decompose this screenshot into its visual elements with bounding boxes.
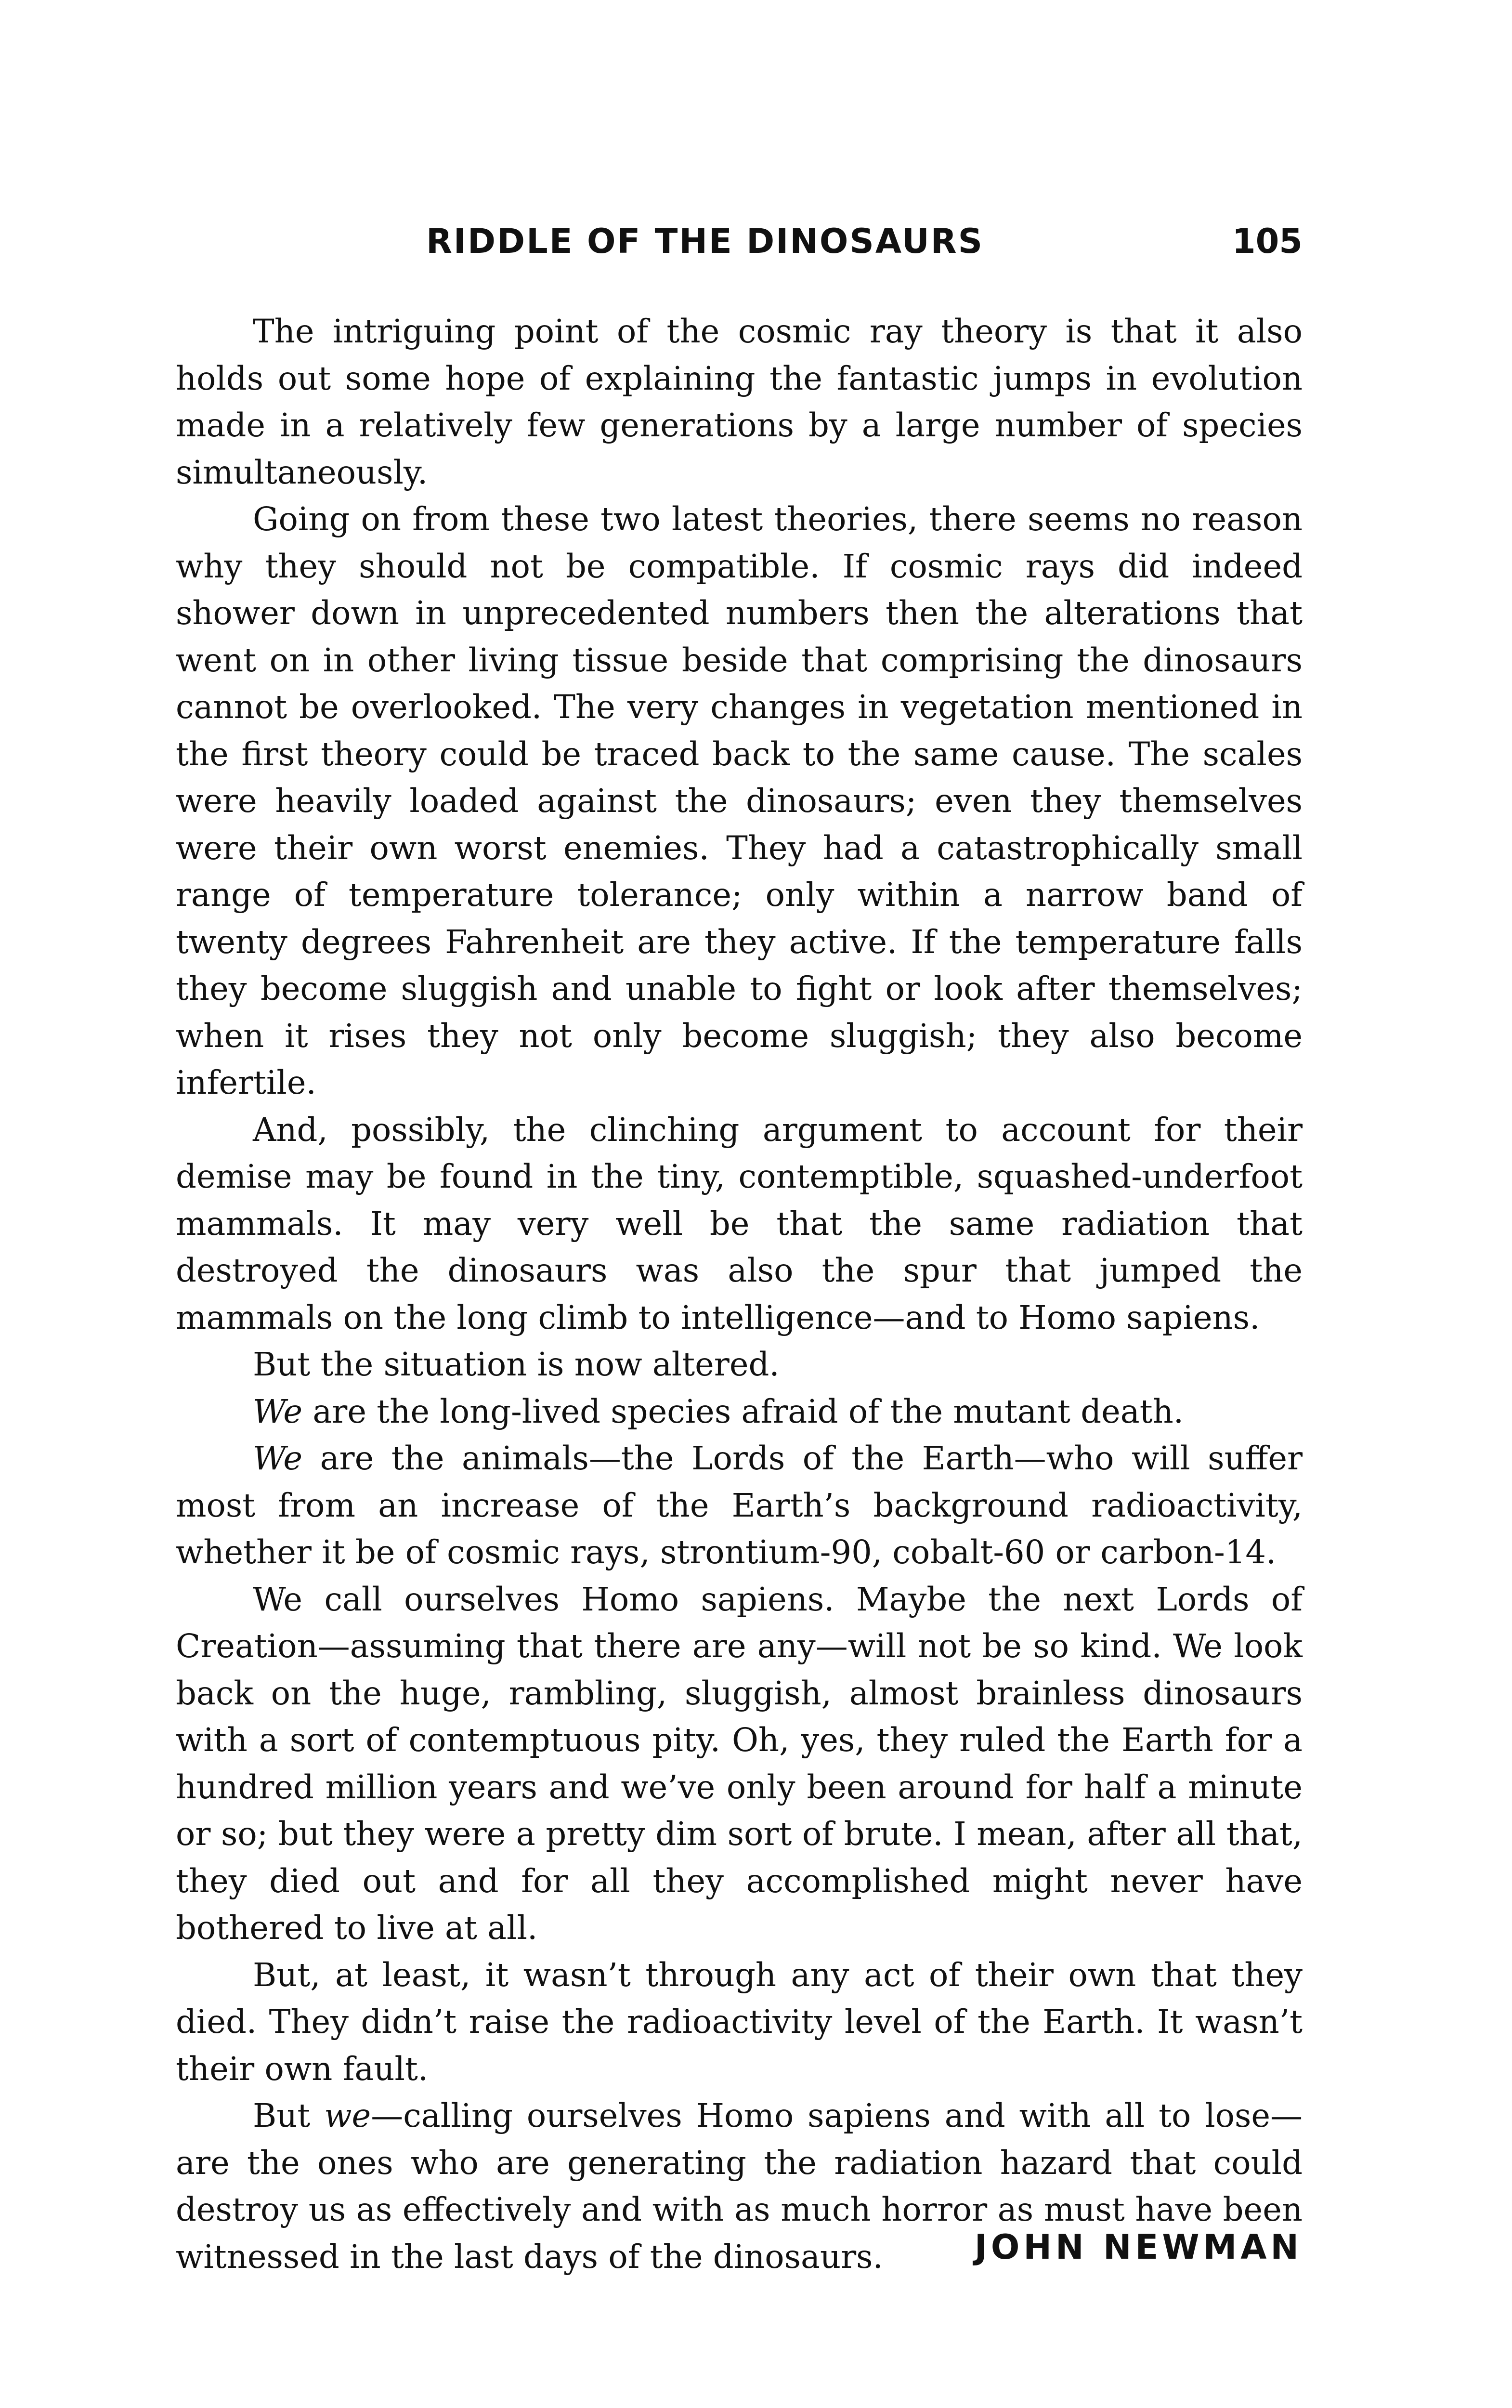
paragraph-text: Going on from these two latest theories, there seems no reason why they should not be compatible. If cosmic rays did indeed shower down in unprecedented numbers then the alterations that went on in other living tissue beside that comprising the dinosaurs cannot be overlooked. The very changes in vegetation mentioned in the first theory could be traced back to the same cause. The scales were heavily loaded against the dinosaurs; even they themselves were their own worst enemies. They had a catastrophically small range of temperature tolerance; only within a narrow band of twenty degrees Fahrenheit are they active. If the temperature falls they become sluggish and unable to fight or look after themselves; when it rises they not only become sluggish; they also become infertile. xyxy=(176,500,1303,1101)
paragraph-text: —calling ourselves Homo sapiens and with all to lose—are the ones who are generating the radiation hazard that could destroy us as effectively and with as much horror as must have been witnessed in the last days of the dinosaurs. xyxy=(176,2097,1303,2276)
paragraph xyxy=(176,1107,1303,1342)
article-body xyxy=(176,308,1303,2280)
emphasis: we xyxy=(324,2097,371,2134)
paragraph-text: But the situation is now altered. xyxy=(253,1346,780,1383)
paragraph xyxy=(176,496,1303,1107)
page-number: 105 xyxy=(1232,222,1303,261)
paragraph xyxy=(176,1576,1303,1952)
paragraph xyxy=(176,1341,1303,1388)
paragraph xyxy=(176,1388,1303,1436)
author-byline: JOHN NEWMAN xyxy=(974,2227,1303,2267)
paragraph xyxy=(176,1952,1303,2093)
paragraph-text: The intriguing point of the cosmic ray theory is that it also holds out some hope of explaining the fantastic jumps in evolution made in a relatively few generations by a large number of species simultaneously. xyxy=(176,313,1303,491)
emphasis: We xyxy=(253,1392,303,1430)
paragraph-prefix: But xyxy=(253,2097,325,2134)
paragraph-text: are the long-lived species afraid of the mutant death. xyxy=(302,1392,1184,1430)
paragraph-text: But, at least, it wasn’t through any act of their own that they died. They didn’t raise the radioactivity level of the Earth. It wasn’t their own fault. xyxy=(176,1956,1303,2088)
paragraph xyxy=(176,1435,1303,1576)
paragraph-text: We call ourselves Homo sapiens. Maybe the next Lords of Creation—assuming that there are any—will not be so kind. We look back on the huge, rambling, sluggish, almost brainless dinosaurs with a sort of contemptuous pity. Oh, yes, they ruled the Earth for a hundred million years and we’ve only been around for half a minute or so; but they were a pretty dim sort of brute. I mean, after all that, they died out and for all they accomplished might never have bothered to live at all. xyxy=(176,1580,1303,1947)
paragraph xyxy=(176,308,1303,496)
running-head-title: RIDDLE OF THE DINOSAURS xyxy=(426,222,984,261)
page-header xyxy=(176,212,1303,270)
emphasis: We xyxy=(253,1440,303,1477)
paragraph-text: And, possibly, the clinching argument to account for their demise may be found in the tiny, contemptible, squashed-underfoot mammals. It may very well be that the same radiation that destroyed the dinosaurs was also the spur that jumped the mammals on the long climb to intelligence—and to Homo sapiens. xyxy=(176,1111,1303,1336)
paragraph-text: are the animals—the Lords of the Earth—who will suffer most from an increase of the Earth’s background radioactivity, whether it be of cosmic rays, strontium-90, cobalt-60 or carbon-14. xyxy=(176,1440,1303,1571)
